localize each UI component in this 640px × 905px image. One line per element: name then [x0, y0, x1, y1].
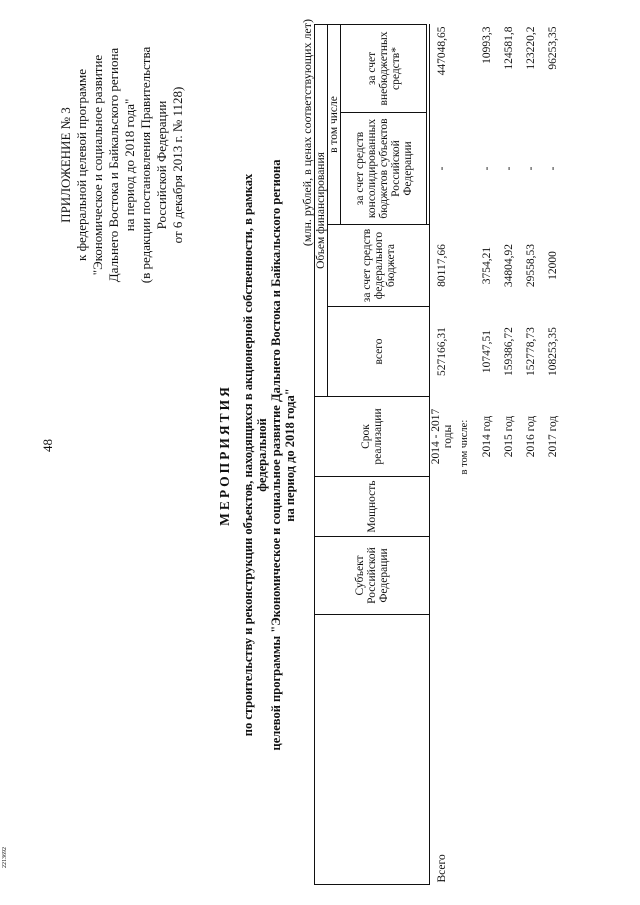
header-period: Срок реализации: [315, 397, 430, 477]
header-regional: за счет средств консолидированных бюджетов субъектов Российской Федерации: [341, 113, 427, 225]
appendix-line: Дальнего Востока и Байкальского региона: [106, 47, 121, 283]
appendix-line: Российской Федерации: [154, 100, 169, 230]
table-row: [454, 25, 476, 885]
cell-period: 2016 год: [525, 415, 537, 458]
cell-total: [454, 307, 476, 397]
cell-period: 2015 год: [503, 415, 515, 458]
cell-extrabudget: 96253,35: [547, 26, 559, 70]
cell-total: 108253,35: [547, 327, 559, 376]
cell-name: [520, 615, 542, 885]
cell-total: 10747,51: [481, 329, 493, 374]
cell-federal: 29558,53: [525, 243, 537, 288]
cell-federal: 3754,21: [481, 246, 493, 285]
cell-subject: [542, 537, 564, 615]
header-funding-volume: Объем финансирования: [315, 25, 328, 397]
cell-extrabudget: 10993,3: [481, 26, 493, 64]
funding-table: [314, 24, 564, 885]
header-subject: Субъект Российской Федерации: [315, 537, 430, 615]
cell-period: 2014 - 2017 годы: [430, 397, 455, 477]
cell-subject: [430, 537, 455, 615]
cell-federal: [454, 225, 476, 307]
title-line: на период до 2018 года": [283, 388, 297, 522]
cell-subject: [498, 537, 520, 615]
appendix-line: (в редакции постановления Правительства: [138, 46, 153, 284]
cell-regional: [454, 113, 476, 225]
cell-federal: 80117,66: [430, 225, 455, 307]
cell-name: [454, 615, 476, 885]
cell-federal: 34804,92: [503, 243, 515, 288]
title-main: МЕРОПРИЯТИЯ: [217, 384, 232, 526]
appendix-line: к федеральной целевой программе: [74, 69, 89, 261]
cell-capacity: [498, 477, 520, 537]
cell-regional: -: [547, 166, 559, 171]
page-number: 48: [40, 439, 55, 452]
document-title: [218, 155, 297, 755]
cell-total: 159386,72: [503, 327, 515, 376]
table-row: [498, 25, 520, 885]
header-total: всего: [328, 307, 430, 397]
table-row: [476, 25, 498, 885]
cell-period: 2014 год: [481, 415, 493, 458]
cell-regional: -: [503, 166, 515, 171]
header-blank: [315, 615, 430, 885]
cell-federal: 12000: [547, 251, 559, 280]
cell-extrabudget: 124581,8: [503, 26, 515, 70]
cell-period: в том числе:: [459, 419, 470, 475]
cell-subject: [476, 537, 498, 615]
appendix-line: от 6 декабря 2013 г. № 1128): [170, 86, 185, 244]
cell-capacity: [454, 477, 476, 537]
table-row-total: [430, 25, 455, 885]
cell-regional: -: [430, 113, 455, 225]
cell-regional: -: [481, 166, 493, 171]
cell-regional: -: [525, 166, 537, 171]
header-including: в том числе: [328, 25, 341, 225]
header-capacity: Мощность: [315, 477, 430, 537]
units-note: (млн. рублей, в ценах соответствующих лет): [300, 19, 314, 247]
cell-period: 2017 год: [547, 415, 559, 458]
appendix-line: "Экономическое и социальное развитие: [90, 54, 105, 276]
appendix-line: на период до 2018 года": [122, 98, 137, 232]
cell-capacity: [476, 477, 498, 537]
cell-name: Всего: [430, 615, 455, 885]
header-federal: за счет средств федерального бюджета: [328, 225, 430, 307]
table-row: [542, 25, 564, 885]
cell-extrabudget: 447048,65: [430, 25, 455, 113]
cell-extrabudget: 123220,2: [525, 26, 537, 70]
appendix-block: [58, 15, 186, 315]
cell-capacity: [520, 477, 542, 537]
cell-name: [498, 615, 520, 885]
cell-name: [542, 615, 564, 885]
cell-total: 152778,73: [525, 327, 537, 376]
title-line: целевой программы "Экономическое и социальное развитие Дальнего Востока и Байкальского региона: [269, 159, 283, 751]
table-row: [520, 25, 542, 885]
title-line: по строительству и реконструкции объектов, находящихся в акционерной собственности, в рамках федеральной: [241, 173, 269, 737]
cell-subject: [454, 537, 476, 615]
cell-name: [476, 615, 498, 885]
cell-total: 527166,31: [430, 307, 455, 397]
cell-capacity: [542, 477, 564, 537]
cell-extrabudget: [454, 25, 476, 113]
header-extrabudget: за счет внебюджетных средств*: [341, 25, 427, 113]
appendix-title: ПРИЛОЖЕНИЕ № 3: [58, 107, 73, 223]
cell-subject: [520, 537, 542, 615]
cell-capacity: [430, 477, 455, 537]
document-code: 2213692: [2, 847, 8, 868]
